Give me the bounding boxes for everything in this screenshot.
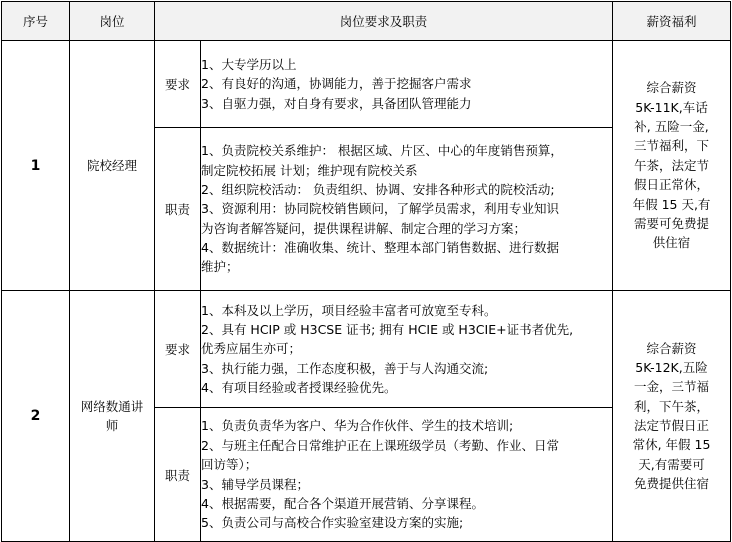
benefit-line: 5K-11K,车话 [635, 99, 708, 115]
duty-item: 2、组织院校活动： 负责组织、协调、安排各种形式的院校活动; [201, 181, 555, 197]
header-position: 岗位 [70, 2, 155, 41]
requirement-item: 1、大专学历以上 [201, 56, 297, 72]
requirements-label: 要求 [155, 41, 201, 128]
duty-item: 3、辅导学员课程； [201, 476, 309, 492]
position-name-line: 网络数通讲 [80, 398, 144, 414]
requirement-item: 4、有项目经验或者授课经验优先。 [201, 380, 397, 396]
duty-item: 3、资源利用：协同院校销售顾问，了解学员需求，利用专业知识 [201, 201, 559, 217]
benefits-cell [613, 41, 731, 291]
benefit-line: 假日正常休， [634, 177, 710, 193]
duty-item: 维护； [201, 259, 239, 275]
benefit-line: 综合薪资 [646, 80, 697, 96]
requirements-list [201, 291, 613, 408]
benefit-line: 一金，三节福 [634, 379, 710, 395]
requirements-label: 要求 [155, 291, 201, 408]
requirement-item: 优秀应届生亦可； [201, 341, 302, 357]
benefit-line: 补, 五险一金, [634, 119, 709, 135]
position-name: 院校经理 [70, 41, 155, 291]
duty-item: 制定院校拓展 计划；维护现有院校关系 [201, 162, 418, 178]
benefit-line: 利，下午茶， [634, 398, 710, 414]
benefit-line: 法定节假日正 [634, 418, 710, 433]
benefit-line: 常休, 年假 15 [632, 437, 711, 453]
duty-item: 1、负责院校关系维护： 根据区域、片区、中心的年度销售预算， [201, 143, 563, 159]
requirement-item: 2、有良好的沟通，协调能力，善于挖掘客户需求 [201, 76, 472, 92]
position-name [70, 291, 155, 542]
table-row [2, 41, 731, 128]
duty-item: 1、负责负责华为客户、华为合作伙伴、学生的技术培训; [201, 418, 514, 434]
job-table [1, 1, 731, 542]
header-requirements: 岗位要求及职责 [155, 2, 613, 41]
requirement-item: 1、本科及以上学历，项目经验丰富者可放宽至专科。 [201, 302, 497, 318]
requirement-item: 2、具有 HCIP 或 H3CSE 证书; 拥有 HCIE 或 H3CIE+证书者优先, [201, 321, 574, 337]
requirement-item: 3、执行能力强，工作态度积极，善于与人沟通交流; [201, 360, 489, 376]
duty-item: 为咨询者解答疑问，提供课程讲解、制定合理的学习方案； [201, 220, 527, 236]
benefit-line: 天,有需要可 [638, 456, 705, 472]
benefit-line: 供住宿 [652, 235, 691, 251]
duty-item: 5、负责公司与高校合作实验室建设方案的实施; [201, 515, 464, 531]
benefits-cell [613, 291, 731, 542]
duties-label: 职责 [155, 128, 201, 291]
duties-list [201, 408, 613, 542]
duty-item: 4、根据需要，配合各个渠道开展营销、分享课程。 [201, 495, 484, 511]
duties-list [201, 128, 613, 291]
row-number: 2 [2, 291, 70, 542]
duty-item: 回访等）； [201, 457, 258, 473]
benefit-line: 综合薪资 [646, 340, 697, 356]
header-row [2, 2, 731, 41]
header-no: 序号 [2, 2, 70, 41]
header-benefits: 薪资福利 [613, 2, 731, 41]
benefit-line: 年假 15 天,有 [632, 196, 711, 212]
benefit-line: 免费提供住宿 [634, 476, 710, 492]
duties-label: 职责 [155, 408, 201, 542]
benefit-line: 午茶，法定节 [634, 157, 710, 173]
duty-item: 2、与班主任配合日常维护正在上课班级学员（考勤、作业、日常 [201, 437, 559, 453]
duty-item: 4、数据统计：准确收集、统计、整理本部门销售数据、进行数据 [201, 240, 559, 256]
row-number: 1 [2, 41, 70, 291]
table-row [2, 291, 731, 408]
benefit-line: 5K-12K,五险 [635, 359, 708, 375]
requirement-item: 3、自驱力强，对自身有要求，具备团队管理能力 [201, 95, 472, 111]
benefit-line: 三节福利，下 [634, 138, 710, 154]
benefit-line: 需要可免费提 [634, 215, 710, 231]
position-name-line: 师 [105, 418, 119, 433]
requirements-list [201, 41, 613, 128]
